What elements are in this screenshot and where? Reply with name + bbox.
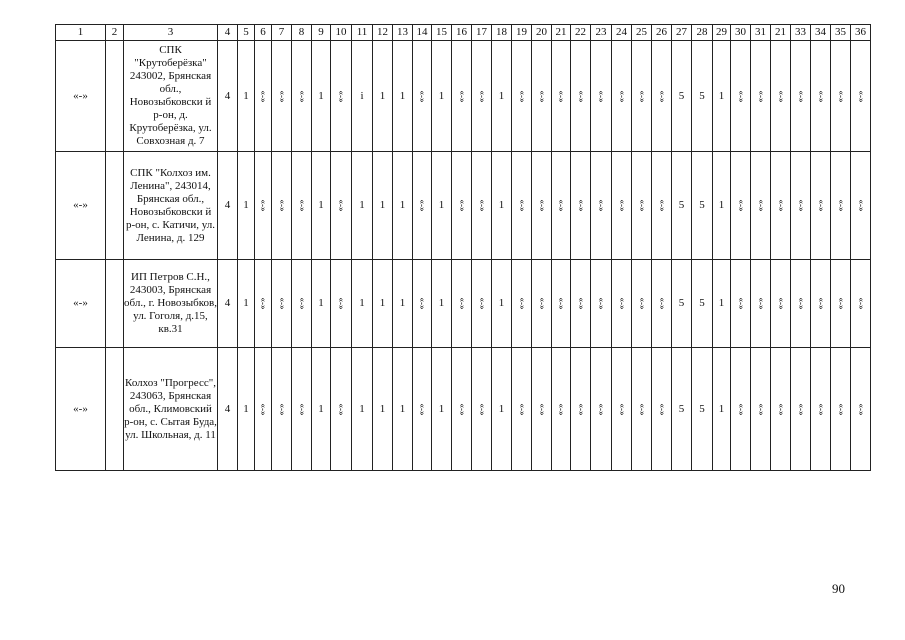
data-cell	[731, 260, 751, 348]
header-cell: 14	[413, 25, 432, 41]
data-cell	[512, 152, 532, 260]
data-cell	[731, 348, 751, 471]
data-cell	[612, 152, 632, 260]
dash-mark: «-»	[816, 199, 826, 212]
dash-mark: «-»	[856, 403, 866, 415]
dash-mark: «-»	[556, 90, 567, 102]
dash-mark: «-»	[336, 90, 347, 102]
cell-col2	[106, 41, 124, 152]
dash-mark: «-»	[796, 90, 806, 102]
data-cell	[632, 260, 652, 348]
header-cell: 34	[811, 25, 831, 41]
data-cell	[272, 41, 292, 152]
data-cell	[272, 348, 292, 471]
dash-mark: «-»	[517, 90, 527, 102]
header-cell: 24	[612, 25, 632, 41]
dash-mark: «-»	[277, 90, 287, 102]
data-cell: 1	[713, 152, 731, 260]
data-cell	[771, 348, 791, 471]
header-cell: 30	[731, 25, 751, 41]
data-cell	[331, 260, 352, 348]
data-cell: 1	[393, 152, 413, 260]
data-cell	[632, 348, 652, 471]
data-cell: 1	[238, 41, 255, 152]
data-cell: 1	[373, 41, 393, 152]
data-cell	[591, 152, 612, 260]
data-cell	[571, 348, 591, 471]
data-cell: 1	[352, 260, 373, 348]
data-cell	[413, 348, 432, 471]
data-cell	[255, 41, 272, 152]
data-cell: 1	[432, 260, 452, 348]
data-cell	[652, 152, 672, 260]
dash-mark: «-»	[856, 90, 866, 102]
data-cell	[413, 41, 432, 152]
dash-mark: «-»	[517, 403, 527, 415]
dash-mark: «-»	[836, 199, 846, 212]
page-number: 90	[832, 581, 845, 596]
data-cell	[292, 348, 312, 471]
header-cell: 18	[492, 25, 512, 41]
data-cell: 1	[238, 348, 255, 471]
data-cell	[292, 41, 312, 152]
data-cell: 1	[432, 41, 452, 152]
data-cell	[472, 41, 492, 152]
dash-mark: «-»	[736, 403, 746, 415]
dash-mark: «-»	[776, 90, 786, 102]
dash-mark: «-»	[258, 199, 269, 212]
data-cell: 1	[393, 348, 413, 471]
data-cell	[771, 41, 791, 152]
dash-mark: «-»	[258, 297, 269, 310]
table-row	[56, 41, 871, 152]
data-cell	[652, 348, 672, 471]
data-cell: 4	[218, 348, 238, 471]
data-cell	[751, 348, 771, 471]
data-cell: 1	[432, 348, 452, 471]
dash-mark: «-»	[457, 403, 467, 415]
dash-mark: «-»	[816, 403, 826, 415]
data-cell	[731, 152, 751, 260]
data-cell: 1	[238, 152, 255, 260]
data-cell	[331, 152, 352, 260]
dash-mark: «-»	[836, 90, 846, 102]
header-cell: 10	[331, 25, 352, 41]
data-cell	[591, 41, 612, 152]
dash-mark: «-»	[637, 403, 647, 415]
dash-mark: «-»	[576, 199, 586, 212]
data-cell	[512, 348, 532, 471]
dash-mark: «-»	[576, 90, 586, 102]
header-cell: 13	[393, 25, 413, 41]
data-cell	[791, 152, 811, 260]
data-cell: 1	[238, 260, 255, 348]
dash-mark: «-»	[596, 297, 607, 310]
dash-mark: «-»	[836, 403, 846, 415]
data-cell	[472, 152, 492, 260]
data-cell	[851, 152, 871, 260]
header-cell: 16	[452, 25, 472, 41]
data-cell: 5	[692, 41, 713, 152]
data-cell: 1	[373, 260, 393, 348]
data-cell: 1	[352, 348, 373, 471]
data-cell	[552, 348, 571, 471]
dash-mark: «-»	[736, 297, 746, 310]
header-cell: 11	[352, 25, 373, 41]
header-cell: 22	[571, 25, 591, 41]
header-cell: 8	[292, 25, 312, 41]
data-cell: 1	[432, 152, 452, 260]
data-cell	[652, 41, 672, 152]
data-cell: 1	[492, 152, 512, 260]
data-cell	[831, 260, 851, 348]
dash-mark: «-»	[776, 297, 786, 310]
dash-mark: «-»	[277, 403, 287, 415]
data-cell: i	[352, 41, 373, 152]
data-cell	[413, 260, 432, 348]
header-cell: 23	[591, 25, 612, 41]
header-cell: 29	[713, 25, 731, 41]
header-cell: 25	[632, 25, 652, 41]
data-cell	[831, 348, 851, 471]
data-cell	[632, 41, 652, 152]
header-cell: 9	[312, 25, 331, 41]
data-cell	[292, 260, 312, 348]
data-cell	[255, 348, 272, 471]
header-cell: 12	[373, 25, 393, 41]
dash-mark: «-»	[756, 199, 766, 212]
dash-mark: «-»	[457, 199, 467, 212]
dash-mark: «-»	[417, 403, 428, 415]
dash-mark: «-»	[417, 90, 428, 102]
dash-mark: «-»	[637, 90, 647, 102]
data-cell	[851, 348, 871, 471]
organization-name-cell: ИП Петров С.Н., 243003, Брянская обл., г. Новозыбков, ул. Гоголя, д.15, кв.31	[124, 260, 218, 348]
data-cell	[532, 260, 552, 348]
data-cell	[791, 260, 811, 348]
dash-mark: «-»	[457, 297, 467, 310]
data-cell	[255, 152, 272, 260]
data-cell: 5	[692, 348, 713, 471]
header-cell: 27	[672, 25, 692, 41]
data-cell	[811, 41, 831, 152]
dash-mark: «-»	[477, 403, 487, 415]
data-cell	[731, 41, 751, 152]
cell-col2	[106, 152, 124, 260]
dash-mark: «-»	[736, 199, 746, 212]
data-cell	[831, 41, 851, 152]
data-cell	[413, 152, 432, 260]
dash-mark: «-»	[258, 403, 269, 415]
dash-mark: «-»	[537, 90, 547, 102]
dash-mark: «-»	[336, 403, 347, 415]
dash-mark: «-»	[556, 297, 567, 310]
data-cell	[612, 260, 632, 348]
header-cell: 15	[432, 25, 452, 41]
dash-mark: «-»	[417, 199, 428, 212]
dash-mark: «-»	[258, 90, 269, 102]
dash-mark: «-»	[336, 297, 347, 310]
cell-col1: «-»	[56, 348, 106, 471]
data-cell	[532, 152, 552, 260]
data-cell	[272, 260, 292, 348]
header-cell: 20	[532, 25, 552, 41]
document-page	[55, 24, 871, 471]
dash-mark: «-»	[856, 297, 866, 310]
data-cell	[831, 152, 851, 260]
data-cell	[331, 348, 352, 471]
data-cell: 1	[713, 41, 731, 152]
data-cell	[612, 348, 632, 471]
dash-mark: «-»	[657, 199, 667, 212]
data-cell	[851, 41, 871, 152]
header-cell: 19	[512, 25, 532, 41]
dash-mark: «-»	[477, 90, 487, 102]
dash-mark: «-»	[417, 297, 428, 310]
data-cell	[652, 260, 672, 348]
data-cell: 5	[672, 152, 692, 260]
dash-mark: «-»	[856, 199, 866, 212]
data-cell: 1	[713, 260, 731, 348]
dash-mark: «-»	[796, 297, 806, 310]
dash-mark: «-»	[796, 199, 806, 212]
cell-col1: «-»	[56, 260, 106, 348]
dash-mark: «-»	[297, 199, 307, 212]
dash-mark: «-»	[596, 403, 607, 415]
data-cell	[851, 260, 871, 348]
header-cell: 36	[851, 25, 871, 41]
dash-mark: «-»	[617, 199, 627, 212]
data-cell	[751, 41, 771, 152]
header-cell: 17	[472, 25, 492, 41]
header-cell: 21	[552, 25, 571, 41]
dash-mark: «-»	[537, 199, 547, 212]
data-cell	[452, 260, 472, 348]
dash-mark: «-»	[617, 90, 627, 102]
dash-mark: «-»	[756, 90, 766, 102]
dash-mark: «-»	[596, 90, 607, 102]
dash-mark: «-»	[657, 90, 667, 102]
header-cell: 1	[56, 25, 106, 41]
data-cell	[571, 152, 591, 260]
data-cell	[751, 260, 771, 348]
data-cell	[791, 41, 811, 152]
dash-mark: «-»	[796, 403, 806, 415]
data-cell	[771, 260, 791, 348]
dash-mark: «-»	[756, 403, 766, 415]
data-cell	[452, 152, 472, 260]
dash-mark: «-»	[576, 403, 586, 415]
data-cell	[791, 348, 811, 471]
header-cell: 7	[272, 25, 292, 41]
cell-col1: «-»	[56, 152, 106, 260]
dash-mark: «-»	[477, 199, 487, 212]
header-cell: 21	[771, 25, 791, 41]
dash-mark: «-»	[277, 199, 287, 212]
data-cell	[811, 152, 831, 260]
dash-mark: «-»	[277, 297, 287, 310]
cell-col1: «-»	[56, 41, 106, 152]
data-cell	[512, 41, 532, 152]
header-cell: 4	[218, 25, 238, 41]
header-cell: 6	[255, 25, 272, 41]
organization-name-cell: СПК "Крутоберёзка" 243002, Брянская обл., Новозыбковски й р-он, д. Крутоберёзка, ул. Совхозная д. 7	[124, 41, 218, 152]
cell-col2	[106, 348, 124, 471]
dash-mark: «-»	[477, 297, 487, 310]
data-cell	[472, 348, 492, 471]
dash-mark: «-»	[297, 90, 307, 102]
header-cell: 28	[692, 25, 713, 41]
data-cell	[452, 41, 472, 152]
data-cell: 1	[312, 348, 331, 471]
data-cell: 1	[373, 152, 393, 260]
dash-mark: «-»	[336, 199, 347, 212]
data-cell	[751, 152, 771, 260]
dash-mark: «-»	[537, 297, 547, 310]
header-cell: 26	[652, 25, 672, 41]
data-cell: 5	[672, 41, 692, 152]
data-cell	[552, 260, 571, 348]
dash-mark: «-»	[457, 90, 467, 102]
data-cell	[591, 260, 612, 348]
data-cell: 4	[218, 260, 238, 348]
dash-mark: «-»	[776, 403, 786, 415]
data-cell	[452, 348, 472, 471]
dash-mark: «-»	[617, 297, 627, 310]
data-cell: 1	[492, 41, 512, 152]
data-cell: 1	[312, 260, 331, 348]
dash-mark: «-»	[736, 90, 746, 102]
dash-mark: «-»	[556, 199, 567, 212]
data-cell	[571, 41, 591, 152]
data-cell	[771, 152, 791, 260]
dash-mark: «-»	[517, 297, 527, 310]
data-cell	[472, 260, 492, 348]
data-cell: 1	[393, 41, 413, 152]
dash-mark: «-»	[617, 403, 627, 415]
dash-mark: «-»	[816, 90, 826, 102]
header-cell: 31	[751, 25, 771, 41]
data-cell	[532, 41, 552, 152]
data-cell	[571, 260, 591, 348]
registry-table	[55, 24, 871, 471]
data-cell: 1	[373, 348, 393, 471]
data-cell: 5	[672, 260, 692, 348]
data-cell	[591, 348, 612, 471]
data-cell: 5	[672, 348, 692, 471]
dash-mark: «-»	[537, 403, 547, 415]
data-cell	[532, 348, 552, 471]
dash-mark: «-»	[517, 199, 527, 212]
dash-mark: «-»	[756, 297, 766, 310]
dash-mark: «-»	[637, 199, 647, 212]
data-cell: 1	[312, 41, 331, 152]
data-cell: 1	[492, 260, 512, 348]
data-cell: 5	[692, 152, 713, 260]
dash-mark: «-»	[637, 297, 647, 310]
organization-name-cell: Колхоз "Прогресс", 243063, Брянская обл., Климовский р-он, с. Сытая Буда, ул. Школьная, д. 11	[124, 348, 218, 471]
dash-mark: «-»	[297, 403, 307, 415]
dash-mark: «-»	[816, 297, 826, 310]
dash-mark: «-»	[556, 403, 567, 415]
data-cell	[552, 152, 571, 260]
dash-mark: «-»	[776, 199, 786, 212]
dash-mark: «-»	[596, 199, 607, 212]
data-cell: 1	[713, 348, 731, 471]
header-cell: 35	[831, 25, 851, 41]
dash-mark: «-»	[297, 297, 307, 310]
header-cell: 5	[238, 25, 255, 41]
data-cell: 1	[352, 152, 373, 260]
data-cell	[632, 152, 652, 260]
data-cell: 1	[492, 348, 512, 471]
cell-col2	[106, 260, 124, 348]
data-cell	[292, 152, 312, 260]
dash-mark: «-»	[657, 297, 667, 310]
dash-mark: «-»	[657, 403, 667, 415]
data-cell	[552, 41, 571, 152]
data-cell	[255, 260, 272, 348]
dash-mark: «-»	[576, 297, 586, 310]
data-cell: 4	[218, 152, 238, 260]
header-cell: 3	[124, 25, 218, 41]
table-row	[56, 260, 871, 348]
data-cell	[331, 41, 352, 152]
data-cell	[811, 348, 831, 471]
data-cell: 1	[312, 152, 331, 260]
table-row	[56, 348, 871, 471]
organization-name-cell: СПК "Колхоз им. Ленина", 243014, Брянская обл., Новозыбковски й р-он, с. Катичи, ул. Ленина, д. 129	[124, 152, 218, 260]
data-cell	[512, 260, 532, 348]
data-cell: 1	[393, 260, 413, 348]
header-cell: 2	[106, 25, 124, 41]
header-row	[56, 25, 871, 41]
header-cell: 33	[791, 25, 811, 41]
dash-mark: «-»	[836, 297, 846, 310]
data-cell	[811, 260, 831, 348]
table-row	[56, 152, 871, 260]
data-cell: 5	[692, 260, 713, 348]
data-cell: 4	[218, 41, 238, 152]
data-cell	[272, 152, 292, 260]
data-cell	[612, 41, 632, 152]
